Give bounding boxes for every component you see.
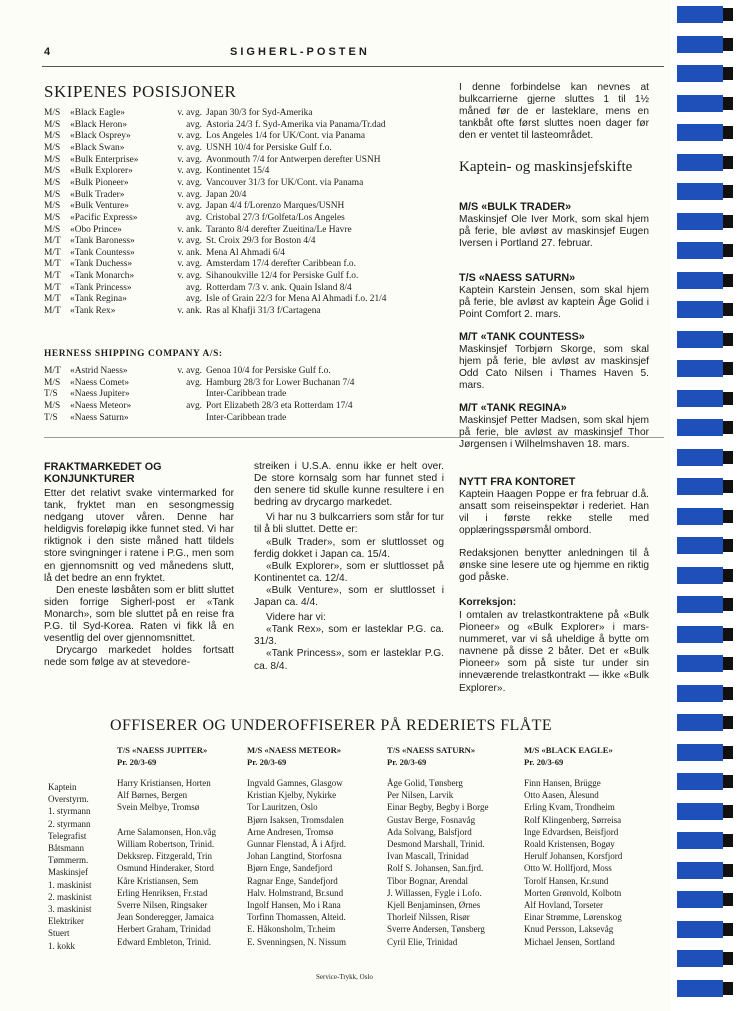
vessel-position: Port Elizabeth 28/3 eta Rotterdam 17/4 <box>206 400 353 411</box>
officer-name: Ada Solvang, Balsfjord <box>387 826 472 837</box>
frakt-paragraph: Etter det relativt svake vintermarked for tank, fryktet man en sesongmessig nedgang utover våren. Denne har heldigvis foreløpig ikke funnet sted. Vi har riktignok i den siste måned hatt tildels store svingninger i ratene i P.G., men som en gjennomsnitt og ved månedens slutt, lå det bedre an enn fryktet. <box>44 488 234 584</box>
vessel-name: «Naess Saturn» <box>70 412 129 423</box>
binding-ring <box>677 862 723 879</box>
officer-name: Finn Hansen, Brügge <box>524 778 601 788</box>
binding-edge <box>723 244 733 257</box>
officer-name: Tibor Bognar, Arendal <box>387 875 469 886</box>
officer-name: Arne Salamonsen, Hon.våg <box>117 826 216 837</box>
position-row <box>44 259 356 270</box>
vessel-position: Taranto 8/4 derefter Zueitina/Le Havre <box>206 224 352 235</box>
frakt-paragraph: «Tank Rex», som er lasteklar P.G. ca. 31/3. <box>254 624 444 648</box>
vessel-type: M/T <box>44 236 61 247</box>
officer-name: Harry Kristiansen, Horten <box>117 778 211 788</box>
officer-rank: 2. styrmann <box>48 818 91 829</box>
binding-edge <box>723 952 733 965</box>
binding-ring <box>677 183 723 200</box>
binding-edge <box>723 303 733 316</box>
binding-ring <box>677 154 723 171</box>
vessel-name: «Pacific Express» <box>70 212 138 223</box>
vessel-name: «Black Eagle» <box>70 108 125 118</box>
item-head: M/S «BULK TRADER» <box>459 201 572 213</box>
officer-rank: Telegrafist <box>48 830 87 841</box>
frakt-col1 <box>44 488 234 669</box>
ship-column-date: Pr. 20/3-69 <box>524 757 564 767</box>
vessel-name: «Astrid Naess» <box>70 366 128 376</box>
vessel-status: v. avg. <box>177 154 202 165</box>
officer-name: Bjørn Isaksen, Tromsdalen <box>247 814 344 825</box>
vessel-position: Los Angeles 1/4 for UK/Cont. via Panama <box>206 131 366 142</box>
position-row <box>44 306 321 317</box>
position-row <box>44 120 386 131</box>
officer-name: Alf Hovland, Torseter <box>524 900 603 910</box>
vessel-status: avg. <box>186 294 202 305</box>
redaksjon-text: Redaksjonen benytter anledningen til å ønske sine lesere ute og hjemme en riktig god påske. <box>459 548 649 584</box>
binding-edge <box>723 215 733 228</box>
officer-name: Arne Andresen, Tromsø <box>247 826 334 837</box>
binding-edge <box>723 716 733 729</box>
vessel-type: M/S <box>44 142 61 153</box>
vessel-type: M/S <box>44 224 61 235</box>
officer-name: Torfinn Thomassen, Alteid. <box>247 912 346 923</box>
vessel-position: Astoria 24/3 f. Syd-Amerika via Panama/Tr.dad <box>206 119 386 130</box>
position-row <box>44 389 286 400</box>
ship-column-name: T/S «NAESS SATURN» <box>387 745 476 755</box>
vessel-name: «Black Osprey» <box>70 131 131 142</box>
vessel-position: Vancouver 31/3 for UK/Cont. via Panama <box>206 177 364 188</box>
vessel-name: «Bulk Venture» <box>70 201 129 212</box>
item-text: Maskinsjef Petter Madsen, som skal hjem på ferie, ble avløst av maskinsjef Thor Jørgensen i Wilhelmshaven 18. mars. <box>459 415 649 451</box>
officer-name: Kåre Kristiansen, Sem <box>117 875 199 886</box>
binding-ring <box>677 360 723 377</box>
position-row <box>44 155 381 166</box>
item-text: Kaptein Karstein Jensen, som skal hjem på ferie, ble avløst av kaptein Åge Golid i Point Comfort 2. mars. <box>459 285 649 321</box>
vessel-type: M/S <box>44 377 61 388</box>
vessel-name: «Bulk Trader» <box>70 189 125 200</box>
binding-ring <box>677 685 723 702</box>
frakt-paragraph: Vi har nu 3 bulkcarriers som står for tur til å bli sluttet. Dette er: <box>254 512 444 536</box>
nytt-text: Kaptein Haagen Poppe er fra februar d.å. ansatt som reiseinspektør i rederiet. Han vil i første rekke stelle med opplæringsspørsmål ombord. <box>459 489 649 537</box>
vessel-type: M/T <box>44 271 61 282</box>
officer-name: Einar Begby, Begby i Borge <box>387 802 489 813</box>
frakt-paragraph: streiken i U.S.A. ennu ikke er helt over. De store kornsalg som har funnet sted i den senere tid skulle kunne resultere i en bedring av drycargo markedet. <box>254 461 444 509</box>
ship-column-name: T/S «NAESS JUPITER» <box>117 745 208 755</box>
herness-title: HERNESS SHIPPING COMPANY A/S: <box>44 349 223 359</box>
header-rule <box>42 66 664 67</box>
position-row <box>44 178 363 189</box>
kaptein-title: Kaptein- og maskinsjefskifte <box>459 159 633 175</box>
vessel-status: v. avg. <box>177 271 202 282</box>
binding-ring <box>677 832 723 849</box>
binding-ring <box>677 567 723 584</box>
binding-ring <box>677 65 723 82</box>
binding-edge <box>723 893 733 906</box>
item-head: T/S «NAESS SATURN» <box>459 272 576 284</box>
officer-name: Otto W. Hollfjord, Moss <box>524 863 612 874</box>
officer-name: Osmund Hinderaker, Stord <box>117 863 214 874</box>
officer-name: Inge Edvardsen, Beisfjord <box>524 826 619 837</box>
position-row <box>44 143 332 154</box>
binding-ring <box>677 980 723 997</box>
binding-edge <box>723 97 733 110</box>
binding-edge <box>723 569 733 582</box>
vessel-position: Inter-Caribbean trade <box>206 412 287 423</box>
vessel-position: Rotterdam 7/3 v. ank. Quain Island 8/4 <box>206 282 352 293</box>
vessel-type: M/S <box>44 108 61 118</box>
binding-edge <box>723 480 733 493</box>
officer-name: Desmond Marshall, Trinid. <box>387 839 485 849</box>
vessel-status: v. ank. <box>177 224 202 235</box>
officer-name: Erling Kvam, Trondheim <box>524 802 615 813</box>
binding-ring <box>677 891 723 908</box>
frakt-paragraph: «Bulk Trader», som er sluttlosset og ferdig dokket i Japan ca. 15/4. <box>254 536 444 560</box>
binding-edge <box>723 362 733 375</box>
vessel-type: M/S <box>44 212 61 223</box>
vessel-type: M/S <box>44 154 61 165</box>
vessel-position: Japan 4/4 f/Lorenzo Marques/USNH <box>206 201 345 212</box>
binding-ring <box>677 331 723 348</box>
vessel-position: Isle of Grain 22/3 for Mena Al Ahmadi f.o. 21/4 <box>206 294 387 305</box>
vessel-position: Cristobal 27/3 f/Golfeta/Los Angeles <box>206 212 345 223</box>
running-head: SIGHERL-POSTEN <box>230 46 370 58</box>
vessel-status: v. ank. <box>177 306 202 317</box>
vessel-name: «Tank Monarch» <box>70 271 135 282</box>
vessel-type: M/T <box>44 247 61 258</box>
binding-ring <box>677 803 723 820</box>
binding-edge <box>723 38 733 51</box>
vessel-type: M/S <box>44 189 61 200</box>
officer-name: Sverre Nilsen, Ringsaker <box>117 900 208 910</box>
binding-edge <box>723 628 733 641</box>
officer-name: Åge Golid, Tønsberg <box>387 778 463 788</box>
position-row <box>44 225 352 236</box>
officers-title: OFFISERER OG UNDEROFFISERER PÅ REDERIETS FLÅTE <box>110 717 553 734</box>
vessel-position: Avonmouth 7/4 for Antwerpen derefter USNH <box>206 154 381 165</box>
binding-edge <box>723 687 733 700</box>
binding-ring <box>677 478 723 495</box>
vessel-status: avg. <box>186 282 202 293</box>
binding-edge <box>723 834 733 847</box>
officer-name: Michael Jensen, Sortland <box>524 936 615 947</box>
position-row <box>44 131 365 142</box>
binding-ring <box>677 744 723 761</box>
intro-paragraph: I denne forbindelse kan nevnes at bulkcarrierne gjerne sluttes 1 til 1½ måned før de er lasteklare, mens en tankbåt ofte først sluttes noen dager før den er ventet til lasteområdet. <box>459 82 649 142</box>
binding-edge <box>723 126 733 139</box>
vessel-name: «Black Heron» <box>70 119 128 130</box>
vessel-status: v. ank. <box>177 247 202 258</box>
vessel-name: «Tank Rex» <box>70 306 116 317</box>
ship-column-date: Pr. 20/3-69 <box>247 757 287 767</box>
officer-rank: 1. maskinist <box>48 879 92 890</box>
vessel-type: M/T <box>44 282 61 293</box>
binding-edge <box>723 775 733 788</box>
vessel-position: Kontinentet 15/4 <box>206 166 270 177</box>
printer-credit: Service-Trykk, Oslo <box>316 973 373 981</box>
officer-name: Rolf Klingenberg, Sørreisa <box>524 814 622 825</box>
binding-ring <box>677 213 723 230</box>
officer-name: Einar Strømme, Lørenskog <box>524 912 622 923</box>
vessel-status: avg. <box>186 377 202 388</box>
item-head: M/T «TANK REGINA» <box>459 402 567 414</box>
vessel-type: M/S <box>44 119 61 130</box>
binding-ring <box>677 655 723 672</box>
position-row <box>44 108 313 119</box>
officer-name: Ivan Mascall, Trinidad <box>387 851 469 862</box>
binding-edge <box>723 156 733 169</box>
vessel-type: M/S <box>44 177 61 188</box>
binding-edge <box>723 333 733 346</box>
officer-name: Otto Aasen, Ålesund <box>524 790 599 801</box>
binding-ring <box>677 921 723 938</box>
officer-name: E. Håkonsholm, Tr.heim <box>247 924 336 935</box>
binding-edge <box>723 510 733 523</box>
vessel-type: M/S <box>44 131 61 142</box>
vessel-status: v. avg. <box>177 189 202 200</box>
ship-column-name: M/S «NAESS METEOR» <box>247 745 342 755</box>
binding-ring <box>677 449 723 466</box>
vessel-position: Japan 20/4 <box>206 189 247 200</box>
vessel-position: Ras al Khafji 31/3 f/Cartagena <box>206 306 321 317</box>
spiral-binding <box>671 0 737 1011</box>
officer-name: William Robertson, Trinid. <box>117 839 215 849</box>
binding-ring <box>677 508 723 525</box>
vessel-position: Sihanoukville 12/4 for Persiske Gulf f.o. <box>206 271 359 282</box>
vessel-position: Genoa 10/4 for Persiske Gulf f.o. <box>206 366 331 376</box>
position-row <box>44 283 352 294</box>
binding-ring <box>677 242 723 259</box>
vessel-status: v. avg. <box>177 142 202 153</box>
binding-ring <box>677 950 723 967</box>
vessel-status: v. avg. <box>177 236 202 247</box>
officer-name: Kjell Benjaminsen, Ørnes <box>387 900 481 910</box>
binding-ring <box>677 272 723 289</box>
officer-name: Thorleif Nilssen, Risør <box>387 912 470 923</box>
officer-name: Herulf Johansen, Korsfjord <box>524 851 623 862</box>
vessel-status: v. avg. <box>177 131 202 142</box>
binding-edge <box>723 185 733 198</box>
officer-name: Johan Langtind, Storfosna <box>247 851 342 862</box>
vessel-position: Amsterdam 17/4 derefter Caribbean f.o. <box>206 259 356 270</box>
position-row <box>44 271 358 282</box>
binding-ring <box>677 301 723 318</box>
vessel-name: «Tank Duchess» <box>70 259 133 270</box>
position-row <box>44 248 285 259</box>
officer-name: Herbert Graham, Trinidad <box>117 924 211 935</box>
officer-name: Gustav Berge, Fosnavåg <box>387 814 476 825</box>
officer-rank: Tømmerm. <box>48 855 89 866</box>
vessel-position: USNH 10/4 for Persiske Gulf f.o. <box>206 142 332 153</box>
binding-edge <box>723 746 733 759</box>
vessel-type: M/S <box>44 400 61 411</box>
ship-column-date: Pr. 20/3-69 <box>387 757 427 767</box>
officer-rank: 1. styrmann <box>48 806 91 817</box>
officer-rank: Kaptein <box>48 782 77 792</box>
officer-name: Rolf S. Johansen, San.fjrd. <box>387 863 484 874</box>
officer-name: Sverre Andersen, Tønsberg <box>387 924 485 935</box>
binding-edge <box>723 451 733 464</box>
page-number: 4 <box>44 46 51 58</box>
binding-edge <box>723 274 733 287</box>
vessel-type: M/S <box>44 201 61 212</box>
binding-ring <box>677 390 723 407</box>
officer-name: Halv. Holmstrand, Br.sund <box>247 887 344 898</box>
vessel-name: «Tank Princess» <box>70 282 132 293</box>
vessel-name: «Bulk Enterprise» <box>70 154 139 165</box>
binding-edge <box>723 864 733 877</box>
binding-ring <box>677 419 723 436</box>
vessel-name: «Tank Countess» <box>70 247 135 258</box>
vessel-position: St. Croix 29/3 for Boston 4/4 <box>206 236 316 247</box>
korreksjon-head: Korreksjon: <box>459 597 517 608</box>
officer-name: Jean Sonderegger, Jamaica <box>117 912 214 923</box>
officer-name: Ragnar Enge, Sandefjord <box>247 875 338 886</box>
binding-edge <box>723 392 733 405</box>
frakt-paragraph: Drycargo markedet holdes fortsatt nede som følge av at stevedore- <box>44 645 234 669</box>
binding-ring <box>677 596 723 613</box>
position-row <box>44 401 353 412</box>
frakt-paragraph: «Bulk Venture», som er sluttlosset i Japan ca. 4/4. <box>254 584 444 609</box>
vessel-position: Mena Al Ahmadi 6/4 <box>206 247 285 258</box>
binding-edge <box>723 805 733 818</box>
frakt-col2 <box>254 461 444 673</box>
vessel-name: «Bulk Explorer» <box>70 166 133 177</box>
officer-rank: 3. maskinist <box>48 904 92 914</box>
officer-name: Morten Grønvold, Kolbotn <box>524 887 622 898</box>
vessel-type: M/T <box>44 259 61 270</box>
vessel-name: «Naess Comet» <box>70 377 130 388</box>
position-row <box>44 201 344 212</box>
vessel-type: T/S <box>44 389 58 400</box>
binding-edge <box>723 657 733 670</box>
officer-name: E. Svenningsen, N. Nissum <box>247 936 346 947</box>
vessel-type: M/T <box>44 306 61 317</box>
position-row <box>44 413 286 424</box>
vessel-status: avg. <box>186 400 202 411</box>
vessel-status: v. avg. <box>177 108 202 118</box>
officer-name: Cyril Elie, Trinidad <box>387 936 458 947</box>
frakt-title: FRAKTMARKEDET OG KONJUNKTURER <box>44 461 162 485</box>
binding-ring <box>677 626 723 643</box>
vessel-type: M/T <box>44 294 61 305</box>
officer-name: Svein Melbye, Tromsø <box>117 802 200 813</box>
position-row <box>44 190 246 201</box>
position-row <box>44 213 345 224</box>
position-row <box>44 236 315 247</box>
vessel-position: Inter-Caribbean trade <box>206 389 287 400</box>
ship-column-date: Pr. 20/3-69 <box>117 757 157 767</box>
item-text: Maskinsjef Torbjørn Skorge, som skal hjem på ferie, ble avløst av maskinsjef Odd Cato Nilsen i Thames Haven 5. mars. <box>459 344 649 392</box>
officer-rank: 2. maskinist <box>48 891 92 902</box>
vessel-status: avg. <box>186 212 202 223</box>
vessel-status: v. avg. <box>177 366 202 376</box>
position-row <box>44 294 386 305</box>
officer-name: Gunnar Flenstad, Å i Afjrd. <box>247 839 346 849</box>
vessel-position: Hamburg 28/3 for Lower Buchanan 7/4 <box>206 377 355 388</box>
binding-ring <box>677 36 723 53</box>
binding-ring <box>677 124 723 141</box>
item-text: Maskinsjef Ole Iver Mork, som skal hjem på ferie, ble avløst av maskinsjef Eugen Iversen i Portland 27. februar. <box>459 214 649 250</box>
officer-name: Edward Embleton, Trinid. <box>117 936 211 947</box>
vessel-name: «Tank Baroness» <box>70 236 135 247</box>
vessel-name: «Naess Jupiter» <box>70 389 130 400</box>
officer-name: Per Nilsen, Larvik <box>387 790 454 801</box>
korreksjon-text: I omtalen av trelastkontraktene på «Bulk Pioneer» og «Bulk Explorer» i mars-nummeret, var vi så uheldige å bytte om navnene på disse 2 båter. Det er «Bulk Pioneer» som på siste tur under sin inneværende trelastkontrakt — ikke «Bulk Explorer». <box>459 610 649 694</box>
position-row <box>44 166 269 177</box>
officer-rank: Stuert <box>48 928 70 939</box>
vessel-name: «Tank Regina» <box>70 294 127 305</box>
vessel-position: Japan 30/3 for Syd-Amerika <box>206 108 313 118</box>
nytt-head: NYTT FRA KONTORET <box>459 476 576 488</box>
ship-column-name: M/S «BLACK EAGLE» <box>524 745 613 755</box>
positions-title: SKIPENES POSISJONER <box>44 82 237 101</box>
vessel-type: T/S <box>44 412 58 423</box>
vessel-name: «Black Swan» <box>70 142 125 153</box>
frakt-paragraph: «Tank Princess», som er lasteklar P.G. ca. 8/4. <box>254 648 444 672</box>
vessel-type: M/T <box>44 366 61 376</box>
officer-rank: Maskinsjef <box>48 867 88 878</box>
binding-edge <box>723 421 733 434</box>
vessel-name: «Bulk Pioneer» <box>70 177 129 188</box>
binding-edge <box>723 598 733 611</box>
binding-edge <box>723 8 733 21</box>
binding-ring <box>677 714 723 731</box>
officer-name: Ingvald Gamnes, Glasgow <box>247 778 343 788</box>
vessel-status: v. avg. <box>177 201 202 212</box>
officer-name: Erling Henriksen, Fr.stad <box>117 887 208 898</box>
binding-edge <box>723 923 733 936</box>
officer-name: Knud Persson, Laksevåg <box>524 924 614 935</box>
vessel-type: M/S <box>44 166 61 177</box>
binding-ring <box>677 537 723 554</box>
vessel-name: «Naess Meteor» <box>70 400 132 411</box>
binding-ring <box>677 773 723 790</box>
item-head: M/T «TANK COUNTESS» <box>459 331 585 343</box>
vessel-status: v. avg. <box>177 166 202 177</box>
frakt-paragraph: «Bulk Explorer», som er sluttlosset på Kontinentet ca. 12/4. <box>254 560 444 584</box>
vessel-status: avg. <box>186 119 202 130</box>
vessel-status: v. avg. <box>177 259 202 270</box>
vessel-status: v. avg. <box>177 177 202 188</box>
officer-name: Alf Børnes, Bergen <box>117 790 188 801</box>
officer-rank: Båtsmann <box>48 843 84 853</box>
officer-name: Kristian Kjelby, Nykirke <box>247 790 337 801</box>
position-row <box>44 366 331 377</box>
officer-rank: 1. kokk <box>48 940 75 951</box>
officer-name: Roald Kristensen, Bogøy <box>524 839 615 849</box>
officer-rank: Overstyrm. <box>48 794 89 805</box>
binding-ring <box>677 95 723 112</box>
binding-ring <box>677 6 723 23</box>
officer-name: Ingolf Hansen, Mo i Rana <box>247 900 341 910</box>
position-row <box>44 378 355 389</box>
officer-name: Tor Lauritzen, Oslo <box>247 802 318 813</box>
officer-rank: Elektriker <box>48 916 84 927</box>
binding-edge <box>723 539 733 552</box>
officer-name: J. Willassen, Fygle i Lofo. <box>387 887 482 898</box>
frakt-paragraph: Den eneste løsbåten som er blitt sluttet siden forrige Sigherl-post er «Tank Monarch», som ble sluttet på en reise fra P.G. til Syd-Korea. Raten vi fikk lå en vesentlig del over gjennomsnittet. <box>44 584 234 645</box>
vessel-name: «Obo Prince» <box>70 224 122 235</box>
officer-name: Torolf Hansen, Kr.sund <box>524 875 609 886</box>
binding-edge <box>723 982 733 995</box>
binding-edge <box>723 67 733 80</box>
officer-name: Dekksrep. Fitzgerald, Trin <box>117 851 212 862</box>
officer-name: Bjørn Enge, Sandefjord <box>247 863 333 874</box>
frakt-paragraph: Videre har vi: <box>266 612 326 624</box>
